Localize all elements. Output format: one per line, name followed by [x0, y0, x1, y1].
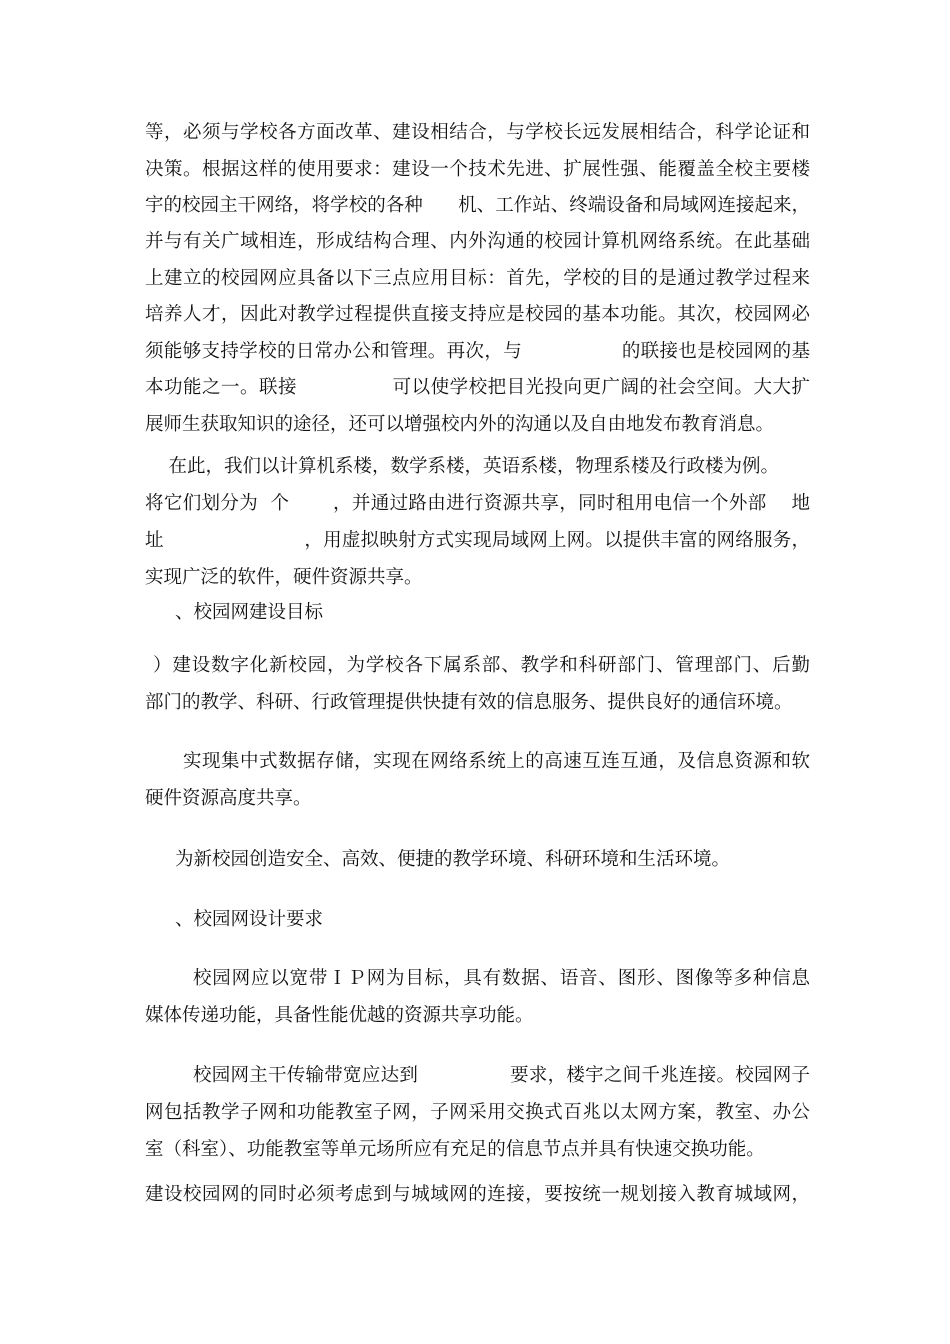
- paragraph-line: 址 ，用虚拟映射方式实现局域网上网。以提供丰富的网络服务，: [145, 530, 810, 551]
- paragraph-line: 部门的教学、科研、行政管理提供快捷有效的信息服务、提供良好的通信环境。: [145, 692, 793, 713]
- section-heading: 、校园网设计要求: [175, 909, 324, 930]
- paragraph-line: 上建立的校园网应具备以下三点应用目标：首先，学校的目的是通过教学过程来: [145, 268, 810, 289]
- paragraph-line: 宇的校园主干网络，将学校的各种 机、工作站、终端设备和局域网连接起来，: [145, 195, 810, 216]
- paragraph-line: 校园网应以宽带ＩＰ网为目标，具有数据、语音、图形、图像等多种信息: [193, 968, 810, 989]
- paragraph-line: 室（科室）、功能教室等单元场所应有充足的信息节点并具有快速交换功能。: [145, 1139, 765, 1160]
- paragraph-line: 网包括教学子网和功能教室子网，子网采用交换式百兆以太网方案，教室、办公: [145, 1102, 810, 1123]
- paragraph-line: 将它们划分为 个 ，并通过路由进行资源共享，同时租用电信一个外部 地: [145, 493, 810, 514]
- paragraph-line: 建设校园网的同时必须考虑到与城域网的连接，要按统一规划接入教育城域网，: [145, 1184, 810, 1205]
- paragraph-line: 实现集中式数据存储，实现在网络系统上的高速互连互通，及信息资源和软: [183, 751, 810, 772]
- paragraph-line: 展师生获取知识的途径，还可以增强校内外的沟通以及自由地发布教育消息。: [145, 414, 775, 435]
- paragraph-line: 并与有关广域相连，形成结构合理、内外沟通的校园计算机网络系统。在此基础: [145, 231, 810, 252]
- paragraph-line: 等，必须与学校各方面改革、建设相结合，与学校长远发展相结合，科学论证和: [145, 122, 810, 143]
- paragraph-line: 须能够支持学校的日常办公和管理。再次，与 的联接也是校园网的基: [145, 341, 810, 362]
- paragraph-line: 培养人才，因此对教学过程提供直接支持应是校园的基本功能。其次，校园网必: [145, 304, 810, 325]
- paragraph-line: 决策。根据这样的使用要求：建设一个技术先进、扩展性强、能覆盖全校主要楼: [145, 159, 810, 180]
- section-heading: 、校园网建设目标: [175, 602, 324, 623]
- paragraph-line: 硬件资源高度共享。: [145, 788, 312, 809]
- paragraph-line: 校园网主干传输带宽应达到 要求，楼宇之间千兆连接。校园网子: [193, 1065, 810, 1086]
- paragraph-line: 本功能之一。联接 可以使学校把目光投向更广阔的社会空间。大大扩: [145, 377, 810, 398]
- paragraph-line: 在此，我们以计算机系楼，数学系楼，英语系楼，物理系楼及行政楼为例。: [145, 456, 780, 477]
- paragraph-line: 为新校园创造安全、高效、便捷的教学环境、科研环境和生活环境。: [175, 849, 731, 870]
- paragraph-line: 媒体传递功能，具备性能优越的资源共享功能。: [145, 1005, 534, 1026]
- paragraph-line: ）建设数字化新校园，为学校各下属系部、教学和科研部门、管理部门、后勤: [153, 655, 810, 676]
- paragraph-line: 实现广泛的软件，硬件资源共享。: [145, 567, 423, 588]
